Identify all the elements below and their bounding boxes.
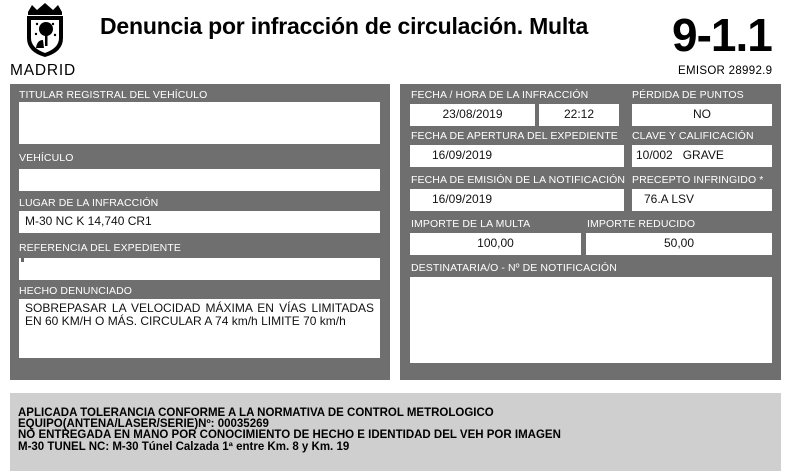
lugar-label: LUGAR DE LA INFRACCIÓN [19, 197, 159, 209]
emision-label: FECHA DE EMISIÓN DE LA NOTIFICACIÓN [411, 174, 626, 186]
form-code: 9-1.1 [672, 9, 772, 61]
clave-field: 10/002 GRAVE [632, 145, 772, 167]
importe-field: 100,00 [410, 233, 581, 255]
apertura-field: 16/09/2019 [410, 145, 624, 167]
remarks-panel [10, 393, 781, 471]
referencia-field [19, 258, 380, 280]
remark-line-2: EQUIPO(ANTENA/LASER/SERIE)Nº: 00035269 [18, 418, 269, 430]
titular-field [19, 102, 380, 144]
hora-field: 22:12 [539, 104, 619, 126]
precepto-field: 76.A LSV [632, 189, 772, 211]
vehiculo-field [19, 169, 380, 191]
destinatario-label: DESTINATARIA/O - Nº DE NOTIFICACIÓN [411, 262, 617, 274]
clave-label: CLAVE Y CALIFICACIÓN [632, 130, 754, 142]
apertura-label: FECHA DE APERTURA DEL EXPEDIENTE [411, 130, 618, 142]
hecho-field: SOBREPASAR LA VELOCIDAD MÁXIMA EN VÍAS LIMITADAS EN 60 KM/H O MÁS. CIRCULAR A 74 km/h LIMITE 70 km/h [19, 299, 380, 358]
redacted-mark [21, 258, 24, 262]
hecho-label: HECHO DENUNCIADO [19, 285, 133, 297]
reducido-field: 50,00 [586, 233, 772, 255]
emision-field: 16/09/2019 [410, 189, 624, 211]
importe-label: IMPORTE DE LA MULTA [411, 218, 531, 230]
vehiculo-label: VEHÍCULO [19, 152, 74, 164]
madrid-coat-of-arms-logo [22, 2, 68, 58]
remark-line-4: M-30 TUNEL NC: M-30 Túnel Calzada 1ª entre Km. 8 y Km. 19 [18, 441, 350, 453]
fecha-field: 23/08/2019 [410, 104, 535, 126]
perdida-field: NO [632, 104, 772, 126]
lugar-field: M-30 NC K 14,740 CR1 [19, 211, 380, 233]
page-title: Denuncia por infracción de circulación. Multa [100, 13, 589, 39]
emisor-number: EMISOR 28992.9 [678, 65, 773, 77]
precepto-label: PRECEPTO INFRINGIDO * [632, 174, 764, 186]
fecha-hora-label: FECHA / HORA DE LA INFRACCIÓN [411, 89, 589, 101]
titular-label: TITULAR REGISTRAL DEL VEHÍCULO [19, 89, 208, 101]
referencia-label: REFERENCIA DEL EXPEDIENTE [19, 242, 181, 254]
perdida-label: PÉRDIDA DE PUNTOS [632, 89, 744, 101]
city-name: MADRID [10, 62, 76, 79]
reducido-label: IMPORTE REDUCIDO [587, 218, 696, 230]
remark-line-1: APLICADA TOLERANCIA CONFORME A LA NORMATIVA DE CONTROL METROLOGICO [18, 407, 494, 419]
destinatario-field [410, 277, 772, 363]
remark-line-3: NO ENTREGADA EN MANO POR CONOCIMIENTO DE HECHO E IDENTIDAD DEL VEH POR IMAGEN [18, 429, 561, 441]
